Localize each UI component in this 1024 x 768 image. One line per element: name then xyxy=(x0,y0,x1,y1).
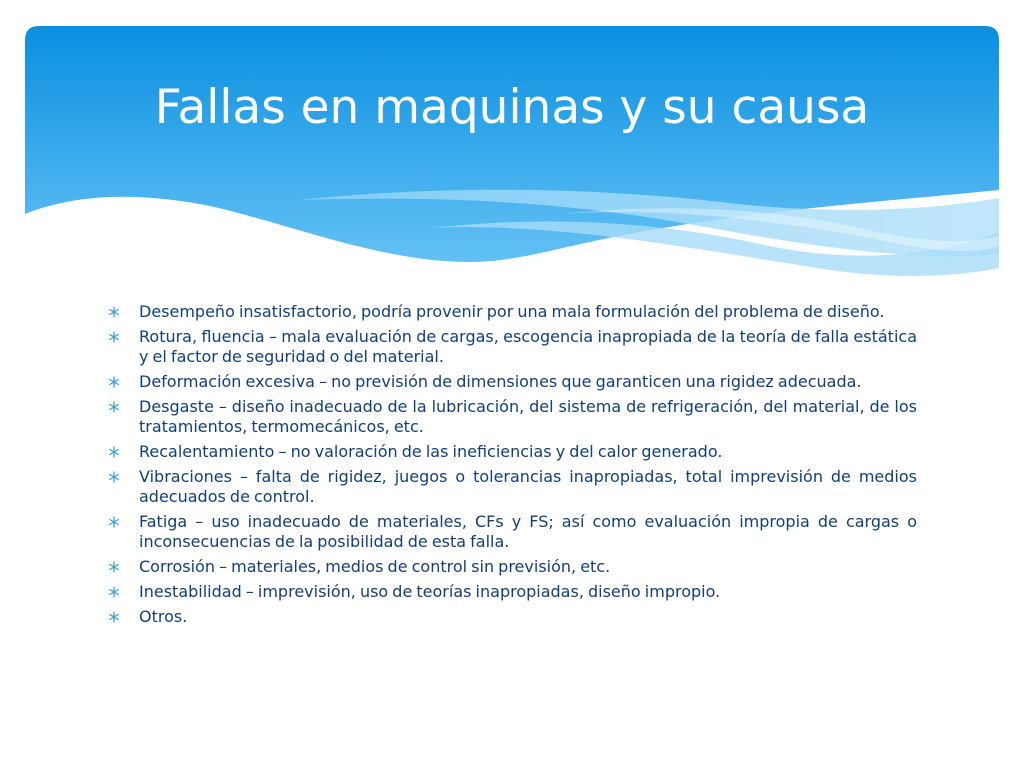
list-item xyxy=(107,512,917,552)
list-item xyxy=(107,372,917,392)
list-item-text: Recalentamiento – no valoración de las ineficiencias y del calor generado. xyxy=(139,442,723,461)
header-wave-banner xyxy=(0,0,1024,300)
asterisk-bullet-icon xyxy=(108,306,120,318)
list-item-text: Rotura, fluencia – mala evaluación de cargas, escogencia inapropiada de la teoría de falla estática y el factor de seguridad o del material. xyxy=(139,327,917,366)
list-item-text: Corrosión – materiales, medios de control sin previsión, etc. xyxy=(139,557,611,576)
list-item-text: Inestabilidad – imprevisión, uso de teorías inapropiadas, diseño impropio. xyxy=(139,582,721,601)
asterisk-bullet-icon xyxy=(108,586,120,598)
list-item xyxy=(107,582,917,602)
asterisk-bullet-icon xyxy=(108,401,120,413)
list-item xyxy=(107,442,917,462)
list-item-text: Otros. xyxy=(139,607,188,626)
list-item xyxy=(107,557,917,577)
list-item-text: Vibraciones – falta de rigidez, juegos o tolerancias inapropiadas, total imprevisión de medios adecuados de control. xyxy=(139,467,917,506)
asterisk-bullet-icon xyxy=(108,471,120,483)
asterisk-bullet-icon xyxy=(108,561,120,573)
asterisk-bullet-icon xyxy=(108,376,120,388)
list-item xyxy=(107,302,917,322)
list-item xyxy=(107,467,917,507)
list-item xyxy=(107,607,917,627)
list-item xyxy=(107,397,917,437)
slide-title: Fallas en maquinas y su causa xyxy=(154,80,870,135)
bullet-list xyxy=(107,302,917,632)
asterisk-bullet-icon xyxy=(108,611,120,623)
list-item xyxy=(107,327,917,367)
asterisk-bullet-icon xyxy=(108,331,120,343)
list-item-text: Desempeño insatisfactorio, podría provenir por una mala formulación del problema de diseño. xyxy=(139,302,885,321)
list-item-text: Deformación excesiva – no previsión de dimensiones que garanticen una rigidez adecuada. xyxy=(139,372,862,391)
list-item-text: Desgaste – diseño inadecuado de la lubricación, del sistema de refrigeración, del material, de los tratamientos, termomecánicos, etc. xyxy=(139,397,917,436)
asterisk-bullet-icon xyxy=(108,446,120,458)
asterisk-bullet-icon xyxy=(108,516,120,528)
list-item-text: Fatiga – uso inadecuado de materiales, CFs y FS; así como evaluación impropia de cargas o inconsecuencias de la posibilidad de esta falla. xyxy=(139,512,917,551)
